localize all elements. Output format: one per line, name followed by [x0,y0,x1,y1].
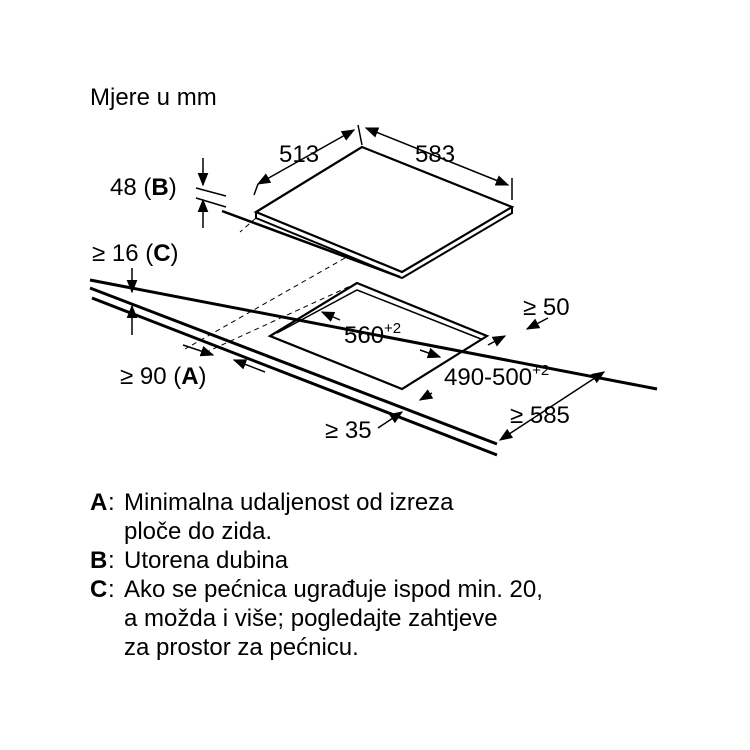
hob-glass-thickness [256,207,512,278]
legend-line: Minimalna udaljenost od izreza [124,489,454,516]
dim-worktop-depth-label: ≥ 585 [510,402,570,429]
unit-label: Mjere u mm [90,84,217,111]
legend-key: A [90,489,108,516]
dim-front-clearance-label: ≥ 35 [325,417,372,444]
legend-key: B [90,547,108,574]
legend-line: Ako se pećnica ugrađuje ispod min. 20, [124,576,543,603]
dim-min-worktop-label: ≥ 16 (C) [92,240,179,267]
legend-line: za prostor za pećnicu. [124,634,359,661]
dim-height-label: 48 (B) [110,174,177,201]
legend [90,488,543,662]
dim-width-label: 583 [415,141,456,168]
dim-cutout-depth-label: $490-500^{+2}$ [444,362,550,391]
hob [222,147,512,278]
dim-depth-label: 513 [279,141,320,168]
legend-key: C [90,576,108,603]
dimension-lines [132,125,604,440]
dim-back-clearance-label: ≥ 50 [523,294,570,321]
dim-cutout-width-label: $560^{+2}$ [344,320,402,349]
legend-item-c: C : Ako se pećnica ugrađuje ispod min. 20, a možda i više; pogledajte zahtjeve za prostor za pećnicu. [90,576,543,661]
legend-item-b: B : Utorena dubina [90,546,543,575]
dim-wall-distance-label: ≥ 90 (A) [120,363,207,390]
legend-item-a: A : Minimalna udaljenost od izreza ploče do zida. [90,488,543,546]
hob-underside [222,211,400,277]
legend-line: a možda i više; pogledajte zahtjeve [124,605,498,632]
legend-line: Utorena dubina [124,547,289,574]
legend-line: ploče do zida. [124,518,273,545]
